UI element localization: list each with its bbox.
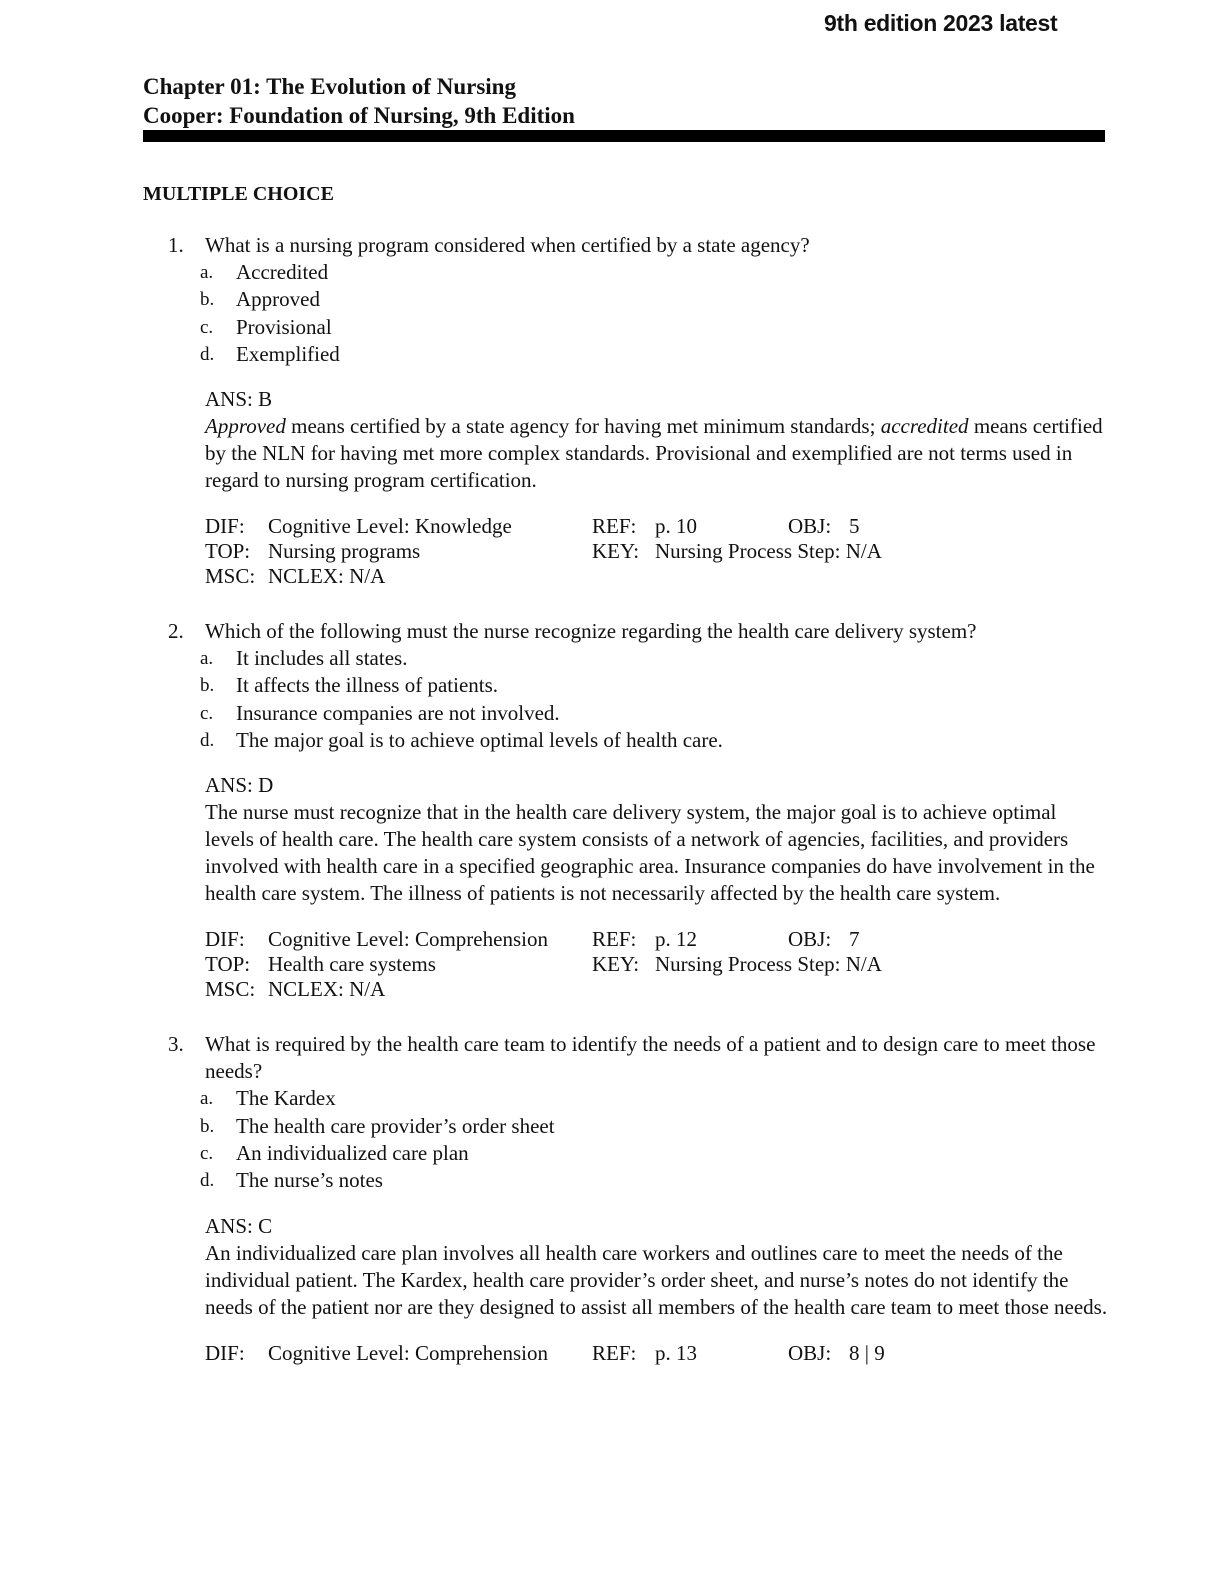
chapter-heading xyxy=(143,72,575,130)
ref-value: p. 10 xyxy=(655,514,697,539)
ref-label: REF: xyxy=(592,1340,637,1365)
key-value: Nursing Process Step: N/A xyxy=(655,952,882,977)
option-a xyxy=(0,1085,1224,1112)
option-d xyxy=(0,341,1224,368)
top-label: TOP: xyxy=(205,952,251,977)
answer-key: ANS: D xyxy=(205,773,274,798)
option-letter: a. xyxy=(200,1088,214,1110)
key-label: KEY: xyxy=(592,952,640,977)
option-text: An individualized care plan xyxy=(236,1140,469,1165)
top-value: Nursing programs xyxy=(268,539,421,564)
option-c xyxy=(0,1140,1224,1167)
question-list xyxy=(0,232,1224,1395)
option-text: The health care provider’s order sheet xyxy=(236,1113,555,1138)
question-number: 2. xyxy=(168,619,184,644)
option-text: The major goal is to achieve optimal levels of health care. xyxy=(236,728,723,753)
option-text: Provisional xyxy=(236,314,332,339)
question-metadata xyxy=(0,514,1224,589)
top-label: TOP: xyxy=(205,539,251,564)
option-d xyxy=(0,1167,1224,1194)
option-text: Accredited xyxy=(236,260,329,284)
dif-value: Cognitive Level: Comprehension xyxy=(268,927,548,952)
rationale-part: means certified by a state agency for having met minimum standards; xyxy=(285,414,881,439)
option-letter: a. xyxy=(200,262,214,283)
option-text: It includes all states. xyxy=(236,646,408,671)
answer-key: ANS: C xyxy=(205,1213,273,1238)
question-number: 3. xyxy=(168,1032,184,1057)
option-letter: a. xyxy=(200,648,214,670)
dif-label: DIF: xyxy=(205,514,245,539)
top-value: Health care systems xyxy=(268,952,436,977)
obj-value: 5 xyxy=(849,514,860,539)
key-value: Nursing Process Step: N/A xyxy=(655,539,882,564)
option-letter: b. xyxy=(200,1115,215,1137)
ref-value: p. 13 xyxy=(655,1340,697,1365)
chapter-title: Chapter 01: The Evolution of Nursing xyxy=(143,74,516,99)
obj-label: OBJ: xyxy=(788,514,832,539)
option-letter: b. xyxy=(200,675,215,697)
dif-label: DIF: xyxy=(205,1340,245,1365)
heading-rule xyxy=(143,130,1105,142)
obj-label: OBJ: xyxy=(788,927,832,952)
watermark-text: 9th edition 2023 latest xyxy=(824,10,1058,36)
rationale-emphasis: Approved xyxy=(205,414,286,439)
option-a xyxy=(0,645,1224,672)
rationale-emphasis: accredited xyxy=(880,414,969,439)
msc-value: NCLEX: N/A xyxy=(268,564,386,589)
option-a xyxy=(0,259,1224,286)
option-text: Exemplified xyxy=(236,341,340,366)
option-letter: c. xyxy=(200,1142,214,1164)
ref-label: REF: xyxy=(592,514,637,539)
msc-label: MSC: xyxy=(205,564,256,589)
option-b xyxy=(0,672,1224,699)
msc-label: MSC: xyxy=(205,977,256,1002)
question-3 xyxy=(0,1031,1224,1365)
option-text: It affects the illness of patients. xyxy=(236,673,499,698)
question-2 xyxy=(0,618,1224,1002)
dif-label: DIF: xyxy=(205,927,245,952)
msc-value: NCLEX: N/A xyxy=(268,977,386,1002)
option-text: The Kardex xyxy=(236,1086,336,1111)
question-metadata xyxy=(0,1341,1224,1366)
section-title: MULTIPLE CHOICE xyxy=(143,183,334,205)
rationale-part: means certified by the NLN for having met more complex standards. Provisional and exemplified are not terms used in regard to nursing program certification. xyxy=(205,414,1103,493)
question-metadata xyxy=(0,927,1224,1002)
option-text: Insurance companies are not involved. xyxy=(236,700,560,725)
key-label: KEY: xyxy=(592,539,640,564)
answer-key: ANS: B xyxy=(205,387,273,412)
option-letter: d. xyxy=(200,1170,215,1192)
option-c xyxy=(0,314,1224,341)
question-1 xyxy=(0,232,1224,589)
ref-label: REF: xyxy=(592,927,637,952)
option-text: The nurse’s notes xyxy=(236,1168,383,1193)
question-text: Which of the following must the nurse recognize regarding the health care delivery system? xyxy=(205,619,977,644)
question-text: What is required by the health care team to identify the needs of a patient and to design care to meet those needs? xyxy=(205,1032,1096,1084)
question-text: What is a nursing program considered when certified by a state agency? xyxy=(205,233,810,257)
rationale-text: An individualized care plan involves all health care workers and outlines care to meet the needs of the individual patient. The Kardex, health care provider’s order sheet, and nurse’s notes do not identify the needs of the patient nor are they designed to assist all members of the health care team to meet those needs. xyxy=(205,1240,1108,1319)
ref-value: p. 12 xyxy=(655,927,697,952)
question-number: 1. xyxy=(168,233,184,257)
option-letter: b. xyxy=(200,289,215,311)
obj-value: 7 xyxy=(849,927,860,952)
option-c xyxy=(0,700,1224,727)
dif-value: Cognitive Level: Knowledge xyxy=(268,514,512,539)
option-b xyxy=(0,1113,1224,1140)
book-title: Cooper: Foundation of Nursing, 9th Edition xyxy=(143,103,575,128)
rationale-text: The nurse must recognize that in the health care delivery system, the major goal is to achieve optimal levels of health care. The health care system consists of a network of agencies, facilities, and providers involved with health care in a specified geographic area. Insurance companies do have involvement in the health care system. The illness of patients is not necessarily affected by the health care system. xyxy=(205,800,1095,906)
option-letter: c. xyxy=(200,316,214,338)
option-letter: d. xyxy=(200,343,215,365)
rationale-text xyxy=(205,413,1110,494)
dif-value: Cognitive Level: Comprehension xyxy=(268,1340,548,1365)
obj-label: OBJ: xyxy=(788,1340,832,1365)
option-text: Approved xyxy=(236,287,320,312)
option-d xyxy=(0,727,1224,754)
option-b xyxy=(0,286,1224,313)
option-letter: d. xyxy=(200,730,215,752)
obj-value: 8 | 9 xyxy=(849,1340,885,1365)
option-letter: c. xyxy=(200,702,214,724)
